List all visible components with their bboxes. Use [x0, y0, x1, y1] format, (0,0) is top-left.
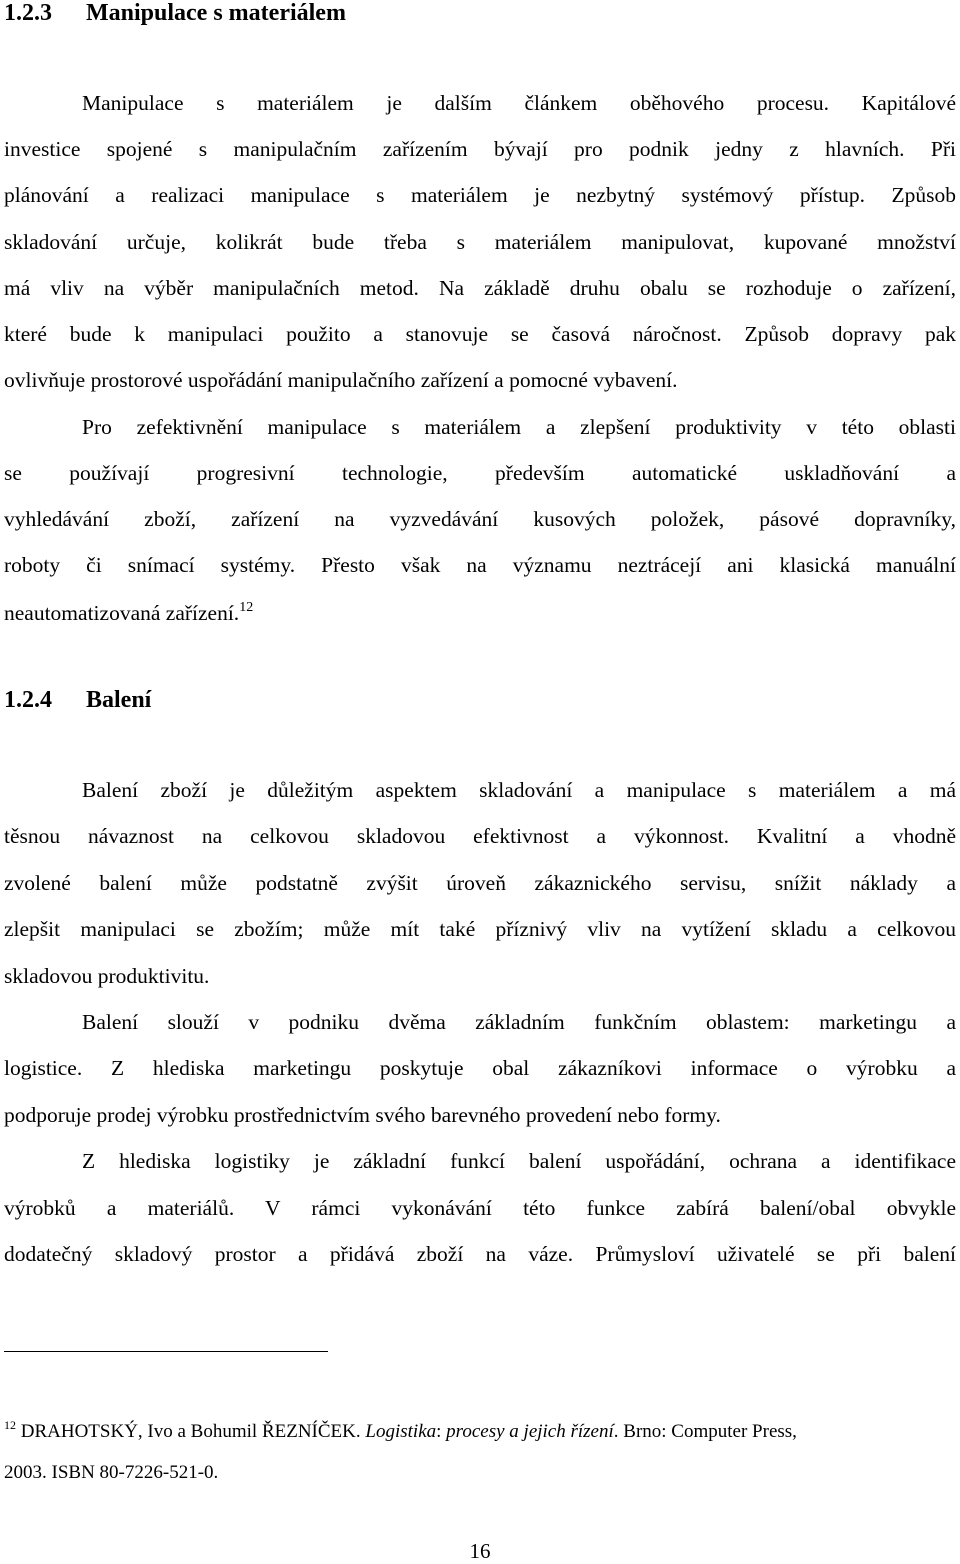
paragraph-line: skladovou produktivitu.: [4, 964, 210, 988]
paragraph-line: skladování určuje, kolikrát bude třeba s materiálem manipulovat, kupované množství: [4, 230, 956, 254]
paragraph-line: Z hlediska logistiky je základní funkcí balení uspořádání, ochrana a identifikace: [82, 1149, 956, 1173]
paragraph-line: Manipulace s materiálem je dalším článkem oběhového procesu. Kapitálové: [82, 91, 956, 115]
page-number: 16: [469, 1539, 491, 1563]
paragraph-line: Balení zboží je důležitým aspektem skladování a manipulace s materiálem a má: [82, 778, 956, 802]
section-heading-1-2-4: [4, 687, 151, 714]
paragraph-line: vyhledávání zboží, zařízení na vyzvedávání kusových položek, pásové dopravníky,: [4, 507, 956, 531]
paragraph-line: které bude k manipulaci použito a stanovuje se časová náročnost. Způsob dopravy pak: [4, 322, 956, 346]
paragraph-line: logistice. Z hlediska marketingu poskytuje obal zákazníkovi informace o výrobku a: [4, 1056, 956, 1080]
paragraph-line: podporuje prodej výrobku prostřednictvím svého barevného provedení nebo formy.: [4, 1103, 721, 1127]
paragraph-line: Balení slouží v podniku dvěma základním funkčním oblastem: marketingu a: [82, 1010, 956, 1034]
paragraph-line: se používají progresivní technologie, především automatické uskladňování a: [4, 461, 956, 485]
paragraph-line: plánování a realizaci manipulace s materiálem je nezbytný systémový přístup. Způsob: [4, 183, 956, 207]
paragraph-line: těsnou návaznost na celkovou skladovou efektivnost a výkonnost. Kvalitní a vhodně: [4, 824, 956, 848]
section-number: 1.2.3: [4, 0, 52, 26]
paragraph-line: zvolené balení může podstatně zvýšit úroveň zákaznického servisu, snížit náklady a: [4, 871, 956, 895]
footnote-separator-colon: :: [436, 1421, 442, 1442]
section-heading-1-2-3: [4, 0, 346, 27]
paragraph-line: roboty či snímací systémy. Přesto však na významu neztrácejí ani klasická manuální: [4, 553, 956, 577]
footnote-separator: [4, 1351, 328, 1352]
paragraph-line: zlepšit manipulaci se zbožím; může mít také příznivý vliv na vytížení skladu a celkovou: [4, 917, 956, 941]
paragraph-line: investice spojené s manipulačním zařízením bývají pro podnik jedny z hlavních. Při: [4, 137, 956, 161]
paragraph-line: dodatečný skladový prostor a přidává zboží na váze. Průmysloví uživatelé se při balení: [4, 1242, 956, 1266]
footnote-line-2: 2003. ISBN 80-7226-521-0.: [4, 1462, 219, 1483]
footnote: [4, 1420, 956, 1444]
paragraph-line: výrobků a materiálů. V rámci vykonávání této funkce zabírá balení/obal obvykle: [4, 1196, 956, 1220]
section-number: 1.2.4: [4, 687, 52, 713]
paragraph-line: má vliv na výběr manipulačních metod. Na základě druhu obalu se rozhoduje o zařízení,: [4, 276, 956, 300]
section-title: Balení: [86, 687, 152, 713]
paragraph-line: ovlivňuje prostorové uspořádání manipulačního zařízení a pomocné vybavení.: [4, 368, 678, 392]
footnote-authors: DRAHOTSKÝ, Ivo a Bohumil ŘEZNÍČEK.: [20, 1421, 361, 1442]
footnote-title: Logistika: [365, 1421, 437, 1442]
section-title: Manipulace s materiálem: [86, 0, 346, 26]
footnote-marker: 12: [4, 1418, 16, 1432]
footnote-reference[interactable]: 12: [239, 600, 254, 615]
paragraph-text: neautomatizovaná zařízení.: [4, 601, 240, 625]
paragraph-line: Pro zefektivnění manipulace s materiálem a zlepšení produktivity v této oblasti: [82, 415, 956, 439]
footnote-subtitle: procesy a jejich řízení: [446, 1421, 614, 1442]
footnote-publisher: . Brno: Computer Press,: [613, 1421, 797, 1442]
paragraph-line-last: [4, 599, 956, 627]
